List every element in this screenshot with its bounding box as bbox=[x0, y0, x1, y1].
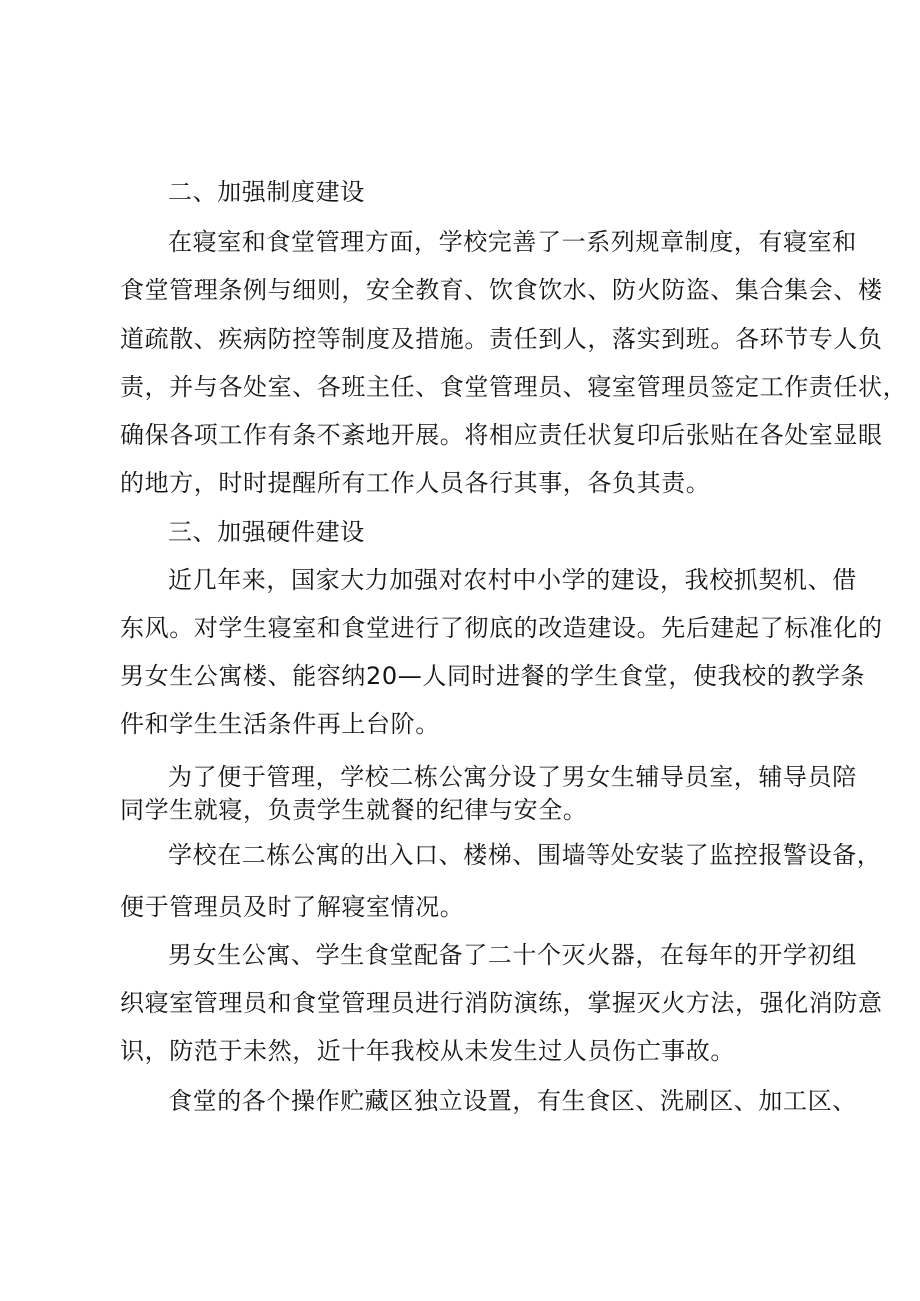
paragraph-line: 责，并与各处室、各班主任、食堂管理员、寝室管理员签定工作责任状， bbox=[120, 373, 908, 401]
paragraph-line: 学校在二栋公寓的出入口、楼梯、围墙等处安装了监控报警设备， bbox=[168, 841, 882, 869]
paragraph-line: 东风。对学生寝室和食堂进行了彻底的改造建设。先后建起了标准化的 bbox=[120, 614, 883, 642]
paragraph-line: 在寝室和食堂管理方面，学校完善了一系列规章制度，有寝室和 bbox=[168, 228, 857, 256]
paragraph-line: 近几年来，国家大力加强对农村中小学的建设，我校抓契机、借 bbox=[168, 566, 857, 594]
section-heading: 三、加强硬件建设 bbox=[168, 518, 365, 546]
paragraph-line: 男女生公寓楼、能容纳20—人同时进餐的学生食堂，使我校的教学条 bbox=[120, 662, 866, 690]
paragraph-line: 件和学生生活条件再上台阶。 bbox=[120, 710, 440, 738]
paragraph-line: 便于管理员及时了解寝室情况。 bbox=[120, 893, 465, 921]
paragraph-line: 识，防范于未然，近十年我校从未发生过人员伤亡事故。 bbox=[120, 1037, 735, 1065]
paragraph-line: 道疏散、疾病防控等制度及措施。责任到人，落实到班。各环节专人负 bbox=[120, 325, 883, 353]
paragraph-line: 确保各项工作有条不紊地开展。将相应责任状复印后张贴在各处室显眼 bbox=[120, 421, 883, 449]
paragraph-line: 的地方，时时提醒所有工作人员各行其事，各负其责。 bbox=[120, 469, 711, 497]
section-heading: 二、加强制度建设 bbox=[168, 178, 365, 206]
paragraph-line: 织寝室管理员和食堂管理员进行消防演练，掌握灭火方法，强化消防意 bbox=[120, 989, 883, 1017]
paragraph-line: 食堂管理条例与细则，安全教育、饮食饮水、防火防盗、集合集会、楼 bbox=[120, 276, 883, 304]
paragraph-line: 食堂的各个操作贮藏区独立设置，有生食区、洗刷区、加工区、 bbox=[168, 1087, 857, 1115]
paragraph-line: 为了便于管理，学校二栋公寓分设了男女生辅导员室，辅导员陪 bbox=[168, 763, 857, 791]
paragraph-line: 男女生公寓、学生食堂配备了二十个灭火器，在每年的开学初组 bbox=[168, 941, 857, 969]
paragraph-line: 同学生就寝，负责学生就餐的纪律与安全。 bbox=[120, 796, 588, 824]
